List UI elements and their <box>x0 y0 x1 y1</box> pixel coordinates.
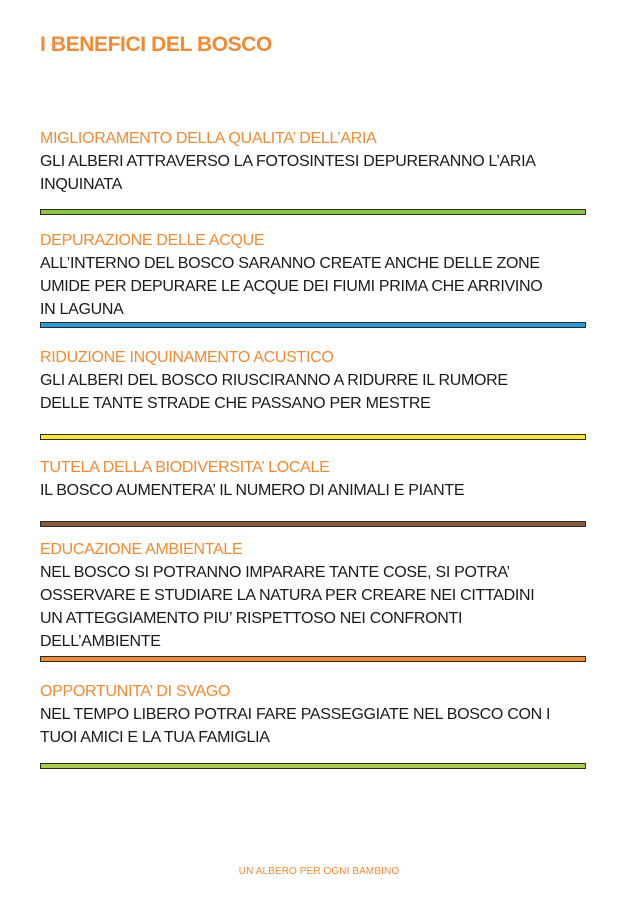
section-heading: MIGLIORAMENTO DELLA QUALITA’ DELL’ARIA <box>40 130 377 147</box>
section-body: NEL TEMPO LIBERO POTRAI FARE PASSEGGIATE NEL BOSCO CON I TUOI AMICI E LA TUA FAMIGLIA <box>40 706 551 746</box>
section-water-purification <box>40 229 588 321</box>
divider-brown <box>40 521 586 527</box>
section-body: NEL BOSCO SI POTRANNO IMPARARE TANTE COSE, SI POTRA’ OSSERVARE E STUDIARE LA NATURA PER CREARE NEI CITTADINI UN ATTEGGIAMENTO PIU’ RISPETTOSO NEI CONFRONTI DELL’AMBIENTE <box>40 564 535 650</box>
section-heading: OPPORTUNITA’ DI SVAGO <box>40 683 231 700</box>
section-body: GLI ALBERI ATTRAVERSO LA FOTOSINTESI DEPURERANNO L’ARIA INQUINATA <box>40 153 535 193</box>
section-heading: EDUCAZIONE AMBIENTALE <box>40 541 243 558</box>
section-body: GLI ALBERI DEL BOSCO RIUSCIRANNO A RIDURRE IL RUMORE DELLE TANTE STRADE CHE PASSANO PER MESTRE <box>40 372 508 412</box>
section-noise-reduction <box>40 346 588 415</box>
footer-text: UN ALBERO PER OGNI BAMBINO <box>238 866 400 877</box>
divider-blue <box>40 322 586 328</box>
section-air-quality <box>40 127 588 196</box>
divider-orange <box>40 656 586 662</box>
section-environmental-education <box>40 538 588 653</box>
section-body: IL BOSCO AUMENTERA’ IL NUMERO DI ANIMALI E PIANTE <box>40 482 465 499</box>
section-heading: RIDUZIONE INQUINAMENTO ACUSTICO <box>40 349 334 366</box>
divider-yellow <box>40 434 586 440</box>
divider-green <box>40 209 586 215</box>
section-body: ALL’INTERNO DEL BOSCO SARANNO CREATE ANCHE DELLE ZONE UMIDE PER DEPURARE LE ACQUE DEI FIUMI PRIMA CHE ARRIVINO IN LAGUNA <box>40 255 543 318</box>
section-leisure <box>40 680 588 749</box>
section-biodiversity <box>40 456 588 502</box>
page-title: I BENEFICI DEL BOSCO <box>40 33 272 56</box>
section-heading: DEPURAZIONE DELLE ACQUE <box>40 232 265 249</box>
section-heading: TUTELA DELLA BIODIVERSITA’ LOCALE <box>40 459 330 476</box>
divider-lime <box>40 763 586 769</box>
